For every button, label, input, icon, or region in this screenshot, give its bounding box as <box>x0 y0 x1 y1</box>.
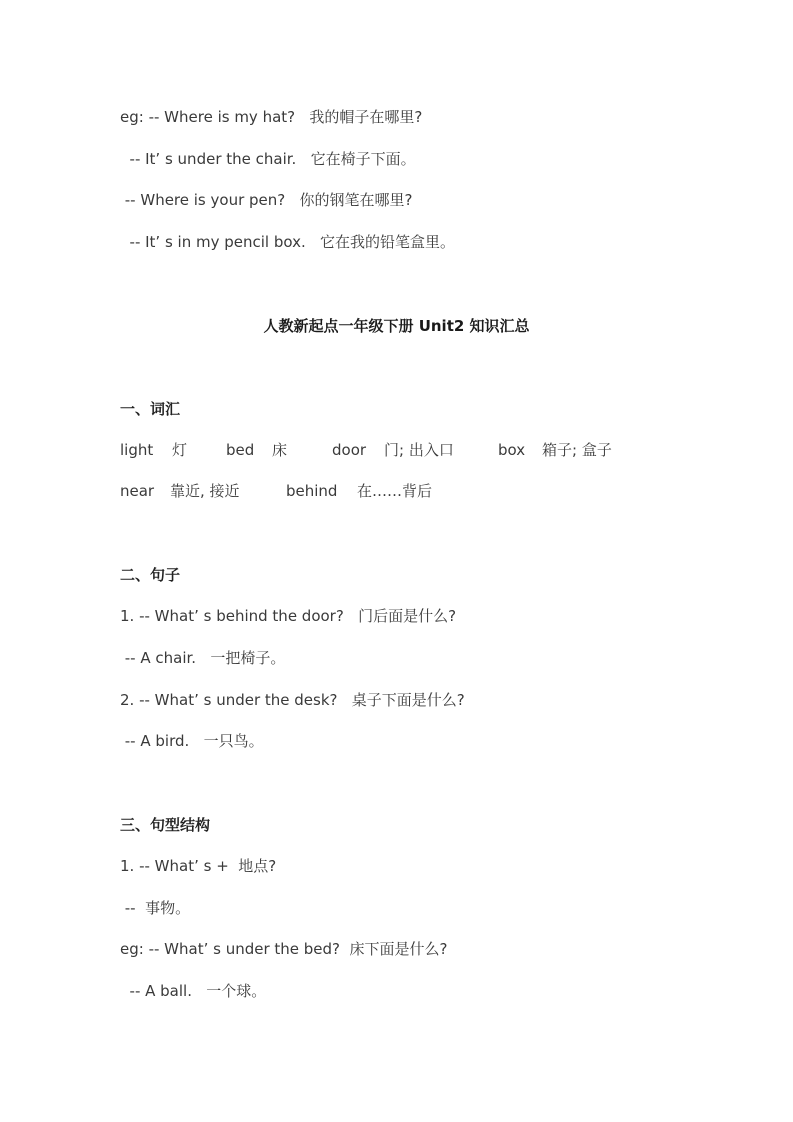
pattern-line: eg: -- What’ s under the bed? 床下面是什么? <box>120 940 448 958</box>
vocab-meaning: 灯 <box>172 441 188 459</box>
sentence-line: -- A chair. 一把椅子。 <box>120 649 286 667</box>
section-heading-patterns: 三、句型结构 <box>120 816 211 834</box>
pattern-line: 1. -- What’ s + 地点? <box>120 857 277 875</box>
sentence-line: 1. -- What’ s behind the door? 门后面是什么? <box>120 607 457 625</box>
vocab-word: near <box>120 482 155 500</box>
vocab-meaning: 靠近, 接近 <box>170 482 240 500</box>
section-heading-vocab: 一、词汇 <box>120 400 181 418</box>
vocab-meaning: 床 <box>272 441 288 459</box>
example-line: eg: -- Where is my hat? 我的帽子在哪里? <box>120 108 423 126</box>
vocab-word: door <box>332 441 367 459</box>
example-line: -- It’ s under the chair. 它在椅子下面。 <box>120 150 416 168</box>
vocab-meaning: 门; 出入口 <box>384 441 454 459</box>
vocab-word: bed <box>226 441 255 459</box>
sentence-line: -- A bird. 一只鸟。 <box>120 732 264 750</box>
vocab-meaning: 在……背后 <box>357 482 433 500</box>
vocab-word: behind <box>286 482 338 500</box>
example-line: -- Where is your pen? 你的钢笔在哪里? <box>120 191 413 209</box>
document-title: 人教新起点一年级下册 Unit2 知识汇总 <box>263 317 530 335</box>
example-line: -- It’ s in my pencil box. 它在我的铅笔盒里。 <box>120 233 456 251</box>
pattern-line: -- 事物。 <box>120 899 191 917</box>
sentence-line: 2. -- What’ s under the desk? 桌子下面是什么? <box>120 691 465 709</box>
vocab-meaning: 箱子; 盒子 <box>542 441 612 459</box>
vocab-word: light <box>120 441 154 459</box>
vocab-word: box <box>498 441 526 459</box>
section-heading-sentences: 二、句子 <box>120 566 181 584</box>
pattern-line: -- A ball. 一个球。 <box>120 982 267 1000</box>
